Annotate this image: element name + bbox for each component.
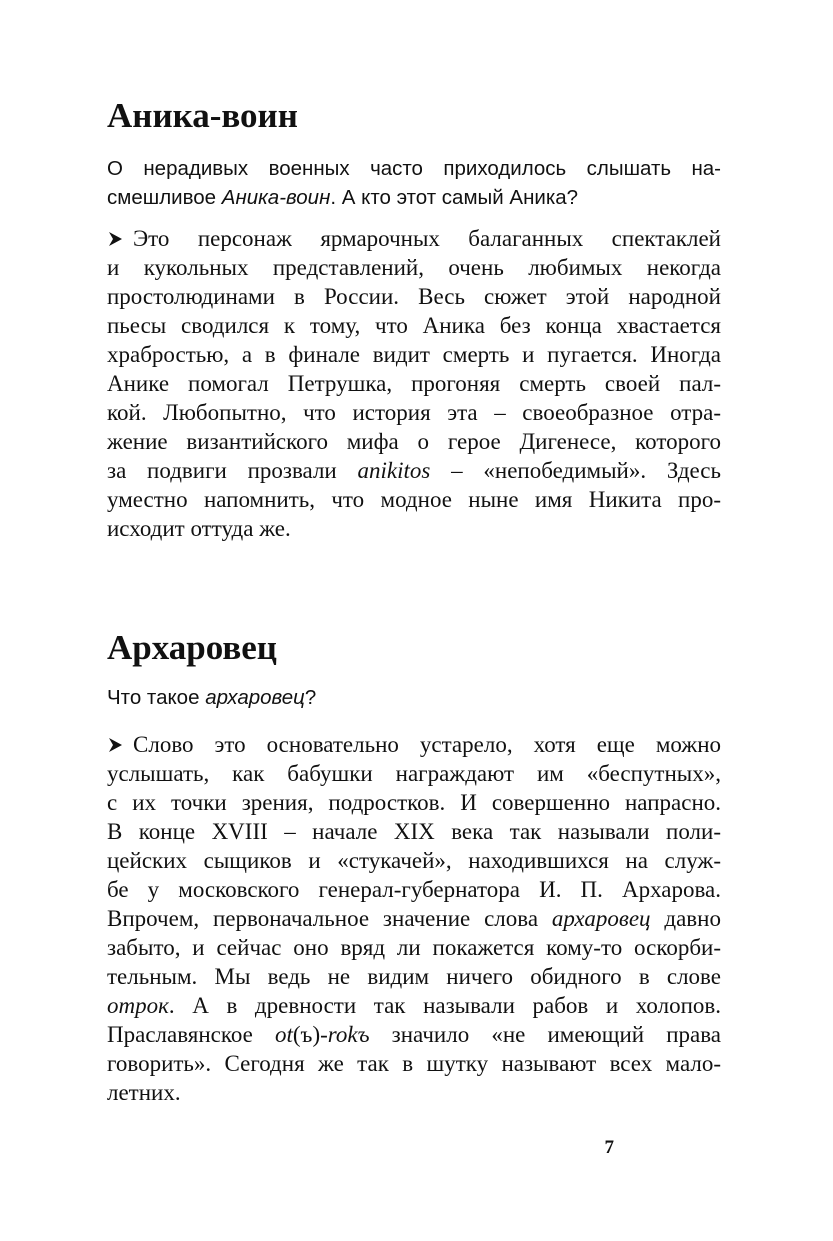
answer-line: с их точки зрения, подростков. И совершенно напрасно. — [107, 790, 721, 815]
answer-line: Анике помогал Петрушка, прогоняя смерть своей пал- — [107, 371, 721, 396]
answer-arkharovets — [107, 730, 721, 1107]
answer-line: тельным. Мы ведь не видим ничего обидного в слове — [107, 964, 721, 989]
answer-line: говорить». Сегодня же так в шутку называют всех мало- — [107, 1051, 721, 1076]
arrowhead-bullet-icon — [107, 224, 133, 253]
section-title-anika-voin: Аника-воин — [107, 96, 298, 135]
answer-line: простолюдинами в России. Весь сюжет этой народной — [107, 284, 721, 309]
term-arkharovets: архаровец — [205, 686, 305, 709]
term-otrok: отрок — [107, 993, 169, 1018]
answer-line: В конце XVIII – начале XIX века так называли поли- — [107, 819, 721, 844]
answer-line: Впрочем, первоначальное значение слова архаровец давно — [107, 906, 721, 931]
answer-line: услышать, как бабушки награждают им «беспутных», — [107, 761, 721, 786]
answer-line: пьесы сводился к тому, что Аника без конца хвастается — [107, 313, 721, 338]
question-anika-voin — [107, 154, 721, 212]
answer-line: летних. — [107, 1080, 181, 1105]
answer-line: отрок. А в древности так называли рабов и холопов. — [107, 993, 721, 1018]
question-line: смешливое Аника-воин. А кто этот самый Аника? — [107, 186, 579, 209]
question-line: О нерадивых военных часто приходилось слышать на- — [107, 157, 721, 180]
term-anika-voin: Аника-воин — [221, 186, 331, 209]
answer-line: жение византийского мифа о герое Дигенесе, которого — [107, 429, 721, 454]
answer-line: кой. Любопытно, что история эта – своеобразное отра- — [107, 400, 721, 425]
answer-anika-voin — [107, 224, 721, 543]
question-line: Что такое архаровец? — [107, 686, 317, 709]
answer-line: Праславянское ot(ъ)-rokъ значило «не имеющий права — [107, 1022, 721, 1047]
arrowhead-bullet-icon — [107, 730, 133, 759]
answer-line: Слово это основательно устарело, хотя еще можно — [107, 730, 721, 759]
term-rok: rokъ — [327, 1022, 370, 1047]
answer-line: бе у московского генерал-губернатора И. П. Архарова. — [107, 877, 721, 902]
term-ot: ot — [275, 1022, 293, 1047]
section-title-arkharovets: Архаровец — [107, 628, 277, 667]
book-page — [107, 0, 721, 1241]
answer-line: цейских сыщиков и «стукачей», находившихся на служ- — [107, 848, 721, 873]
answer-line: храбростью, а в финале видит смерть и пугается. Иногда — [107, 342, 721, 367]
answer-line: уместно напомнить, что модное ныне имя Никита про- — [107, 487, 721, 512]
answer-line: забыто, и сейчас оно вряд ли покажется кому-то оскорби- — [107, 935, 721, 960]
question-arkharovets — [107, 683, 721, 712]
answer-line: исходит оттуда же. — [107, 516, 291, 541]
answer-line: и кукольных представлений, очень любимых некогда — [107, 255, 721, 280]
term-arkharovets: архаровец — [551, 906, 651, 931]
term-anikitos: anikitos — [357, 458, 431, 483]
answer-line: Это персонаж ярмарочных балаганных спектаклей — [107, 224, 721, 253]
answer-line: за подвиги прозвали anikitos – «непобедимый». Здесь — [107, 458, 722, 483]
page-number: 7 — [604, 1137, 614, 1158]
